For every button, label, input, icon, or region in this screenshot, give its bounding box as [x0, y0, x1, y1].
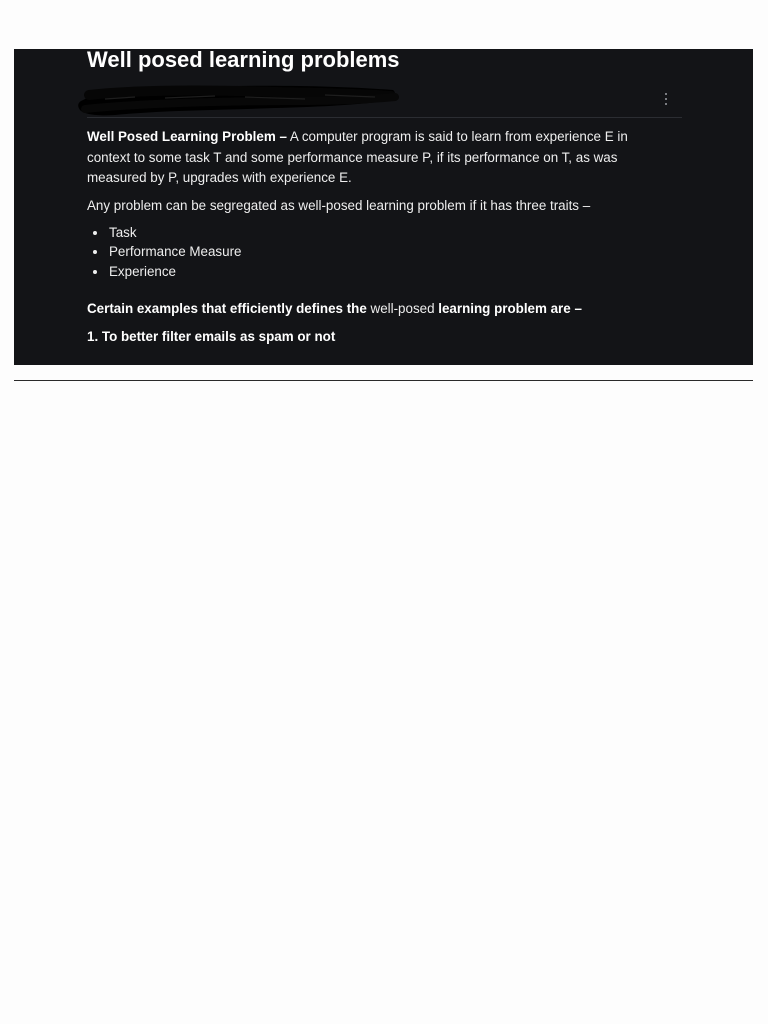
traits-list	[87, 223, 241, 281]
list-item-experience: • Experience	[108, 262, 241, 281]
examples-intro-bold-1: Certain examples that efficiently defines the	[87, 301, 367, 316]
article-screenshot	[14, 49, 753, 365]
list-item-task: • Task	[108, 223, 241, 242]
examples-intro	[87, 299, 582, 320]
definition-paragraph	[87, 127, 667, 189]
page-divider	[14, 380, 753, 381]
list-item-performance-measure: • Performance Measure	[108, 242, 241, 261]
examples-intro-regular: well-posed	[366, 301, 439, 316]
example-heading-1: 1. To better filter emails as spam or not	[87, 329, 336, 344]
more-vertical-icon[interactable]	[662, 93, 670, 109]
page-title: Well posed learning problems	[87, 49, 400, 72]
definition-text: A computer program is said to learn from experience E in context to some task T and some performance measure P, if its performance on T, as was measured by P, upgrades with experience E.	[87, 129, 628, 185]
divider	[87, 117, 682, 118]
traits-intro: Any problem can be segregated as well-posed learning problem if it has three traits –	[87, 198, 591, 213]
redacted-author-scribble	[75, 77, 401, 119]
examples-intro-bold-2: learning problem are –	[438, 301, 582, 316]
definition-term: Well Posed Learning Problem –	[87, 129, 287, 144]
